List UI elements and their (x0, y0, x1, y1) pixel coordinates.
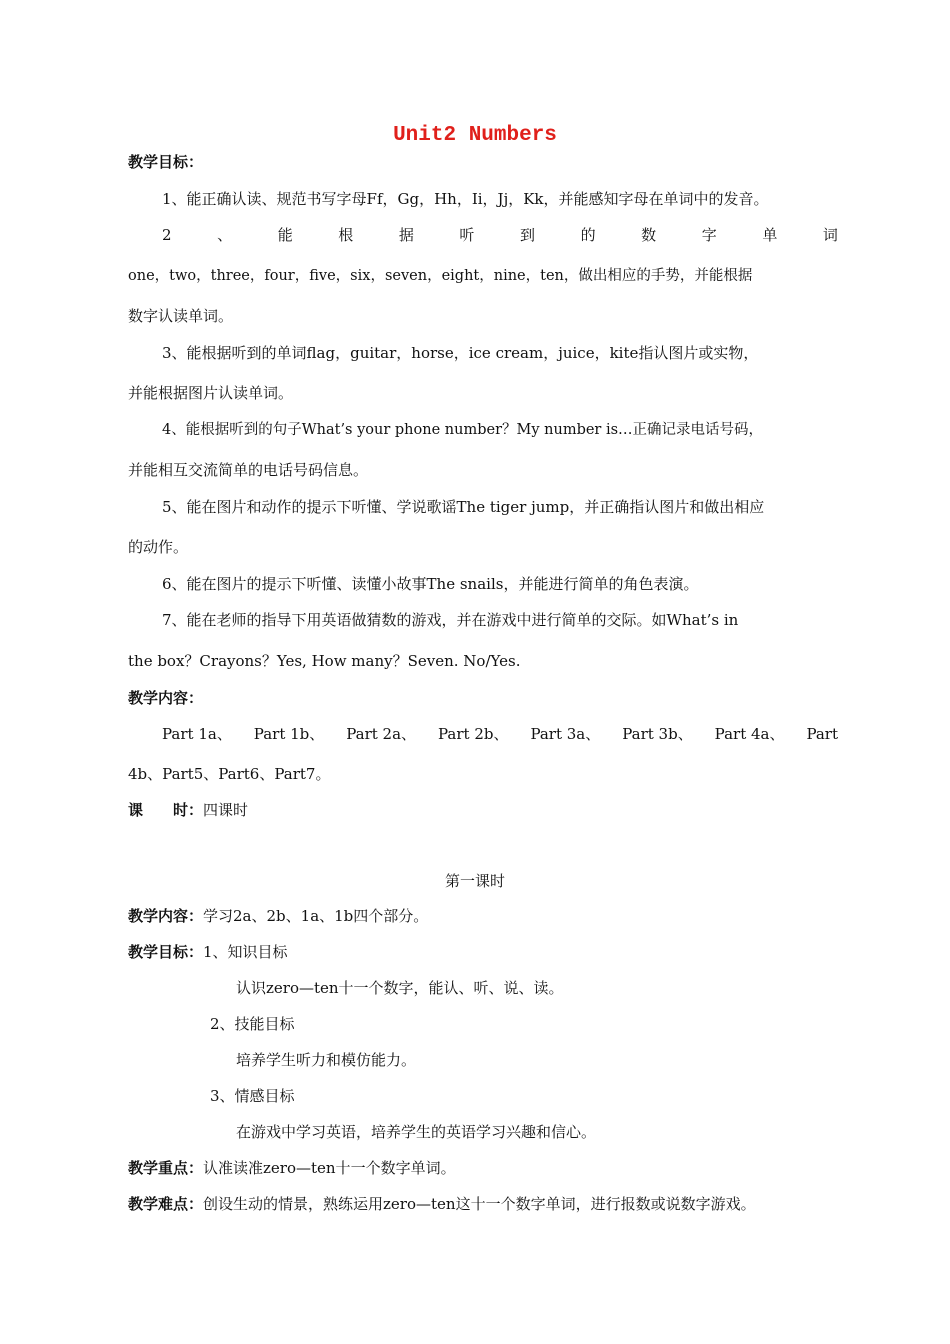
goal-2-char: 字 (701, 226, 717, 244)
l1-goals-line (128, 942, 838, 962)
l1-content-line (128, 906, 838, 926)
goals-heading: 教学目标： (128, 153, 204, 171)
l1-goal-2-text: 培养学生听力和模仿能力。 (236, 1051, 417, 1069)
l1-content-label: 教学内容： (128, 907, 204, 925)
parts-line-1 (162, 724, 838, 744)
goal-2-char: 单 (762, 226, 778, 244)
goal-2-char: 的 (580, 226, 596, 244)
part-item: Part 1a、 (162, 725, 232, 743)
l1-goal-1-title: 1、知识目标 (203, 943, 288, 961)
parts-line-2: 4b、Part5、Part6、Part7。 (128, 765, 331, 783)
l1-key-line (128, 1158, 838, 1178)
l1-goal-1-text: 认识zero—ten十一个数字，能认、听、说、读。 (236, 979, 564, 997)
part-item: Part 2a、 (346, 725, 417, 743)
l1-goal-3-text: 在游戏中学习英语，培养学生的英语学习兴趣和信心。 (236, 1123, 597, 1141)
goal-5-line-1: 5、能在图片和动作的提示下听懂、学说歌谣The tiger jump，并正确指认图片和做出相应 (162, 498, 765, 516)
lesson-1-title: 第一课时 (444, 872, 505, 890)
l1-goal-2-title: 2、技能目标 (210, 1015, 295, 1033)
hours-label: 课 时： (128, 801, 204, 819)
goal-2-line-3: 数字认读单词。 (128, 307, 234, 325)
part-item: Part 4a、 (714, 725, 785, 743)
part-item: Part 1b、 (253, 725, 325, 743)
l1-key-label: 教学重点： (128, 1159, 204, 1177)
goal-2-char: 2 (162, 226, 172, 244)
goal-2-char: 、 (217, 226, 233, 244)
l1-goals-label: 教学目标： (128, 943, 204, 961)
page-title: Unit2 Numbers (393, 124, 557, 147)
goal-5-line-2: 的动作。 (128, 538, 189, 556)
goal-2-line-2: one，two，three，four，five，six，seven，eight，nine，ten，做出相应的手势，并能根据 (128, 268, 753, 284)
goal-2-char: 词 (822, 226, 838, 244)
goal-2-line-1 (162, 225, 838, 245)
goal-7-line-1: 7、能在老师的指导下用英语做猜数的游戏，并在游戏中进行简单的交际。如What’s in (162, 611, 739, 629)
l1-diff-value: 创设生动的情景，熟练运用zero—ten这十一个数字单词，进行报数或说数字游戏。 (203, 1195, 756, 1213)
part-item: Part 2b、 (438, 725, 509, 743)
goal-4-line-1: 4、能根据听到的句子What’s your phone number？My number is…正确记录电话号码， (162, 422, 764, 438)
part-item: Part 3b、 (622, 725, 693, 743)
goal-7-line-2: the box？Crayons？Yes, How many？Seven. No/Yes. (128, 652, 521, 670)
goal-2-char: 能 (277, 226, 293, 244)
goal-4-line-2: 并能相互交流简单的电话号码信息。 (128, 461, 369, 479)
goal-2-char: 数 (641, 226, 657, 244)
hours-line (128, 800, 838, 820)
hours-value: 四课时 (203, 801, 249, 819)
goal-6: 6、能在图片的提示下听懂、读懂小故事The snails，并能进行简单的角色表演。 (162, 575, 699, 593)
goal-3-line-2: 并能根据图片认读单词。 (128, 384, 294, 402)
content-heading: 教学内容： (128, 689, 204, 707)
goal-2-char: 根 (338, 226, 354, 244)
goal-2-char: 到 (520, 226, 536, 244)
goal-2-char: 听 (459, 226, 475, 244)
goal-2-char: 据 (398, 226, 414, 244)
l1-content-value: 学习2a、2b、1a、1b四个部分。 (203, 907, 429, 925)
goal-3-line-1: 3、能根据听到的单词flag，guitar，horse，ice cream，juice，kite指认图片或实物， (162, 344, 759, 362)
l1-goal-3-title: 3、情感目标 (210, 1087, 295, 1105)
part-item: Part 3a、 (530, 725, 601, 743)
l1-key-value: 认准读准zero—ten十一个数字单词。 (203, 1159, 456, 1177)
l1-diff-line (128, 1194, 838, 1214)
part-item: Part (806, 725, 838, 743)
goal-1: 1、能正确认读、规范书写字母Ff，Gg，Hh，Ii，Jj，Kk，并能感知字母在单词中的发音。 (162, 190, 769, 208)
l1-diff-label: 教学难点： (128, 1195, 204, 1213)
